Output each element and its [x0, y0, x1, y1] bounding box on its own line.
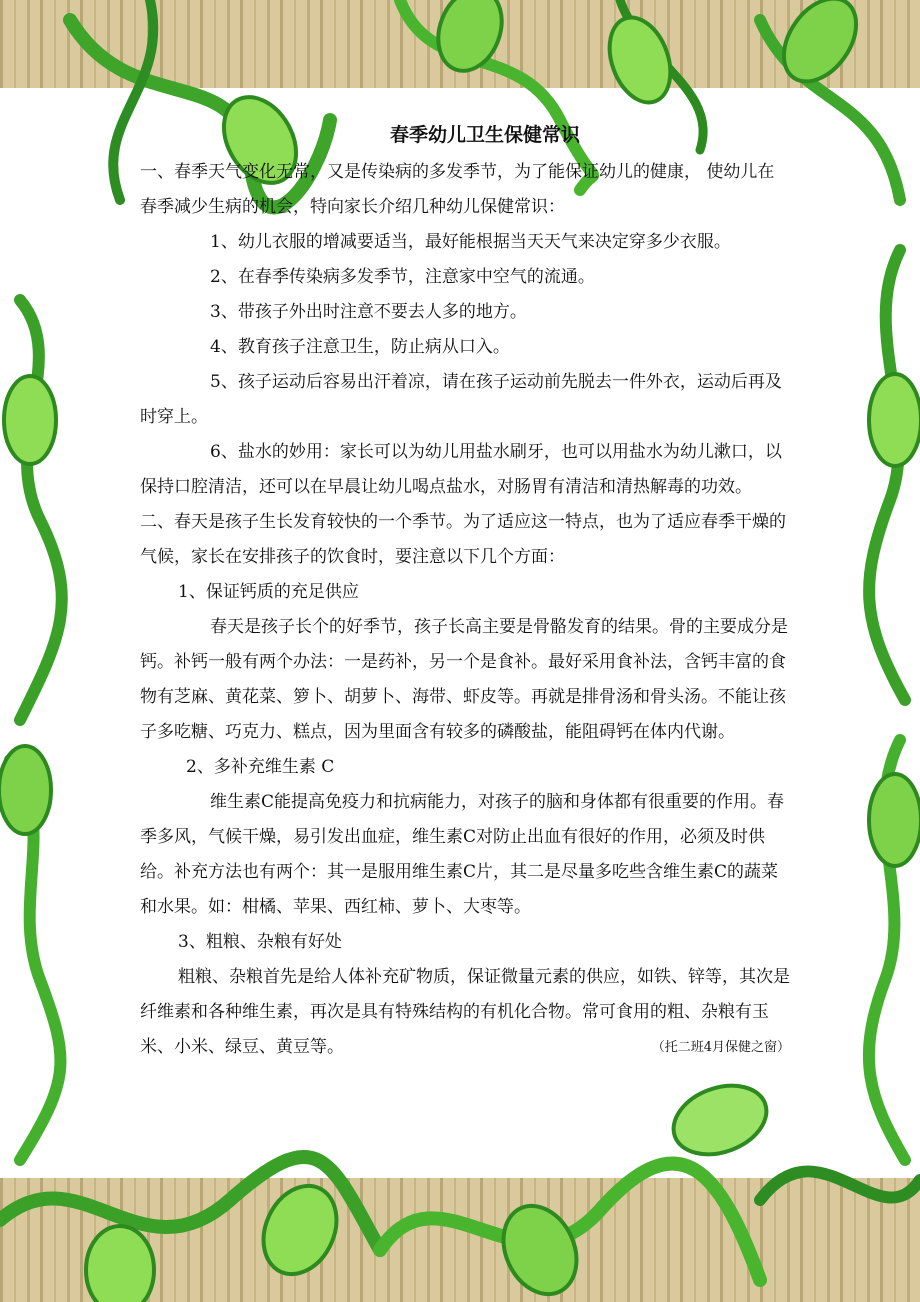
page-title: 春季幼儿卫生保健常识 — [389, 124, 580, 146]
s2-paragraph-3-text: 粗粮、杂粮首先是给人体补充矿物质，保证微量元素的供应，如铁、锌等，其次是纤维素和各种维生素，再次是具有特殊结构的有机化合物。常可食用的粗、杂粮有玉米、小米、绿豆、黄豆等。 — [140, 967, 790, 1057]
section2-intro: 二、春天是孩子生长发育较快的一个季节。为了适应这一特点，也为了适应春季干燥的气候，家长在安排孩子的饮食时，要注意以下几个方面： — [140, 512, 786, 567]
s2-paragraph-2: 维生素C能提高免疫力和抗病能力，对孩子的脑和身体都有很重要的作用。春季多风，气候干燥，易引发出血症，维生素C对防止出血有很好的作用，必须及时供给。补充方法也有两个：其一是服用维生素C片，其二是尽量多吃些含维生素C的蔬菜和水果。如：柑橘、苹果、西红柿、萝卜、大枣等。 — [140, 792, 785, 917]
s2-heading-2: 2、多补充维生素 C — [186, 757, 335, 777]
s1-item-1: 1、幼儿衣服的增减要适当，最好能根据当天天气来决定穿多少衣服。 — [210, 232, 731, 252]
signature: （托二班4月保健之窗） — [651, 1040, 790, 1055]
section1-intro: 一、春季天气变化无常，又是传染病的多发季节，为了能保证幼儿的健康， 使幼儿在春季减少生病的机会，特向家长介绍几种幼儿保健常识： — [140, 162, 775, 217]
s1-item-5: 5、孩子运动后容易出汗着凉，请在孩子运动前先脱去一件外衣，运动后再及时穿上。 — [140, 372, 782, 427]
s2-paragraph-3 — [140, 960, 790, 1065]
s1-item-2: 2、在春季传染病多发季节，注意家中空气的流通。 — [210, 267, 595, 287]
s1-item-6: 6、盐水的妙用：家长可以为幼儿用盐水刷牙，也可以用盐水为幼儿漱口，以保持口腔清洁，还可以在早晨让幼儿喝点盐水，对肠胃有清洁和清热解毒的功效。 — [140, 442, 782, 497]
s2-heading-1: 1、保证钙质的充足供应 — [178, 582, 359, 602]
s1-item-4: 4、教育孩子注意卫生，防止病从口入。 — [210, 337, 510, 357]
s2-paragraph-1: 春天是孩子长个的好季节，孩子长高主要是骨骼发育的结果。骨的主要成分是钙。补钙一般有两个办法：一是药补，另一个是食补。最好采用食补法，含钙丰富的食物有芝麻、黄花菜、箩卜、胡萝卜、海带、虾皮等。再就是排骨汤和骨头汤。不能让孩子多吃糖、巧克力、糕点，因为里面含有较多的磷酸盐，能阻碍钙在体内代谢。 — [140, 617, 788, 742]
document-body — [140, 118, 790, 1065]
s1-item-3: 3、带孩子外出时注意不要去人多的地方。 — [210, 302, 527, 322]
s2-heading-3: 3、粗粮、杂粮有好处 — [178, 932, 342, 952]
